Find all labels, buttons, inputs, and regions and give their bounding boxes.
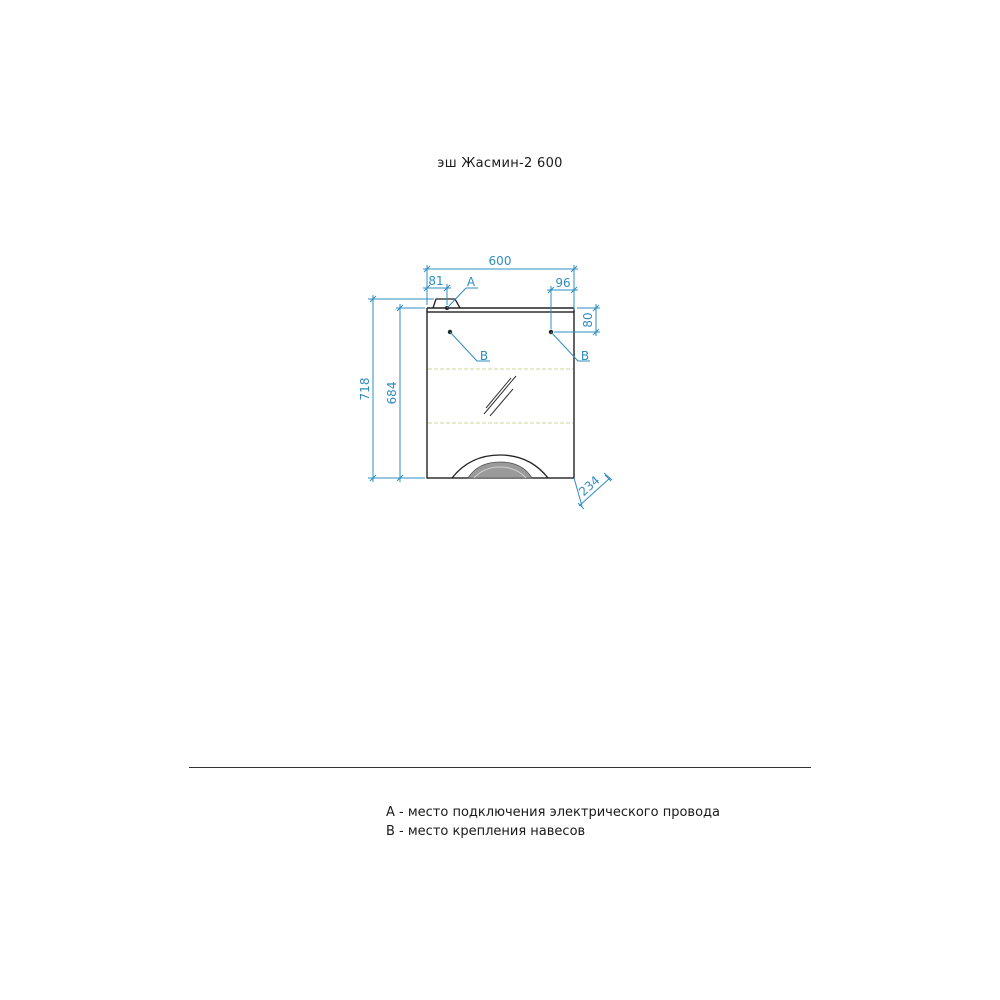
mirror-glint-icon	[484, 376, 516, 416]
legend	[386, 803, 720, 841]
hinge-points	[445, 306, 553, 334]
dimension-label-600: 600	[488, 254, 512, 268]
divider-line	[189, 767, 811, 768]
leader-b-left	[450, 332, 477, 361]
dimension-label-684: 684	[385, 381, 399, 405]
leader-lines	[447, 288, 590, 361]
dimension-718	[368, 295, 434, 482]
dimension-label-80: 80	[581, 312, 595, 328]
cabinet-outline	[427, 299, 574, 478]
marker-a-label: A	[466, 275, 476, 289]
dimension-label-81: 81	[428, 274, 444, 288]
marker-b-right-label: B	[580, 349, 590, 363]
dimension-label-718: 718	[358, 377, 372, 401]
bottom-light-arch	[452, 455, 548, 478]
dimension-label-234: 234	[576, 473, 603, 499]
marker-b-left-label: B	[479, 349, 489, 363]
dimension-684	[396, 304, 425, 482]
dimension-label-96: 96	[555, 276, 571, 290]
legend-item-b: В - место крепления навесов	[386, 824, 586, 839]
page-title: эш Жасмин-2 600	[437, 156, 563, 171]
shelf-lines	[428, 369, 573, 423]
leader-a	[447, 288, 466, 308]
legend-item-a: А - место подключения электрического провода	[386, 805, 720, 820]
